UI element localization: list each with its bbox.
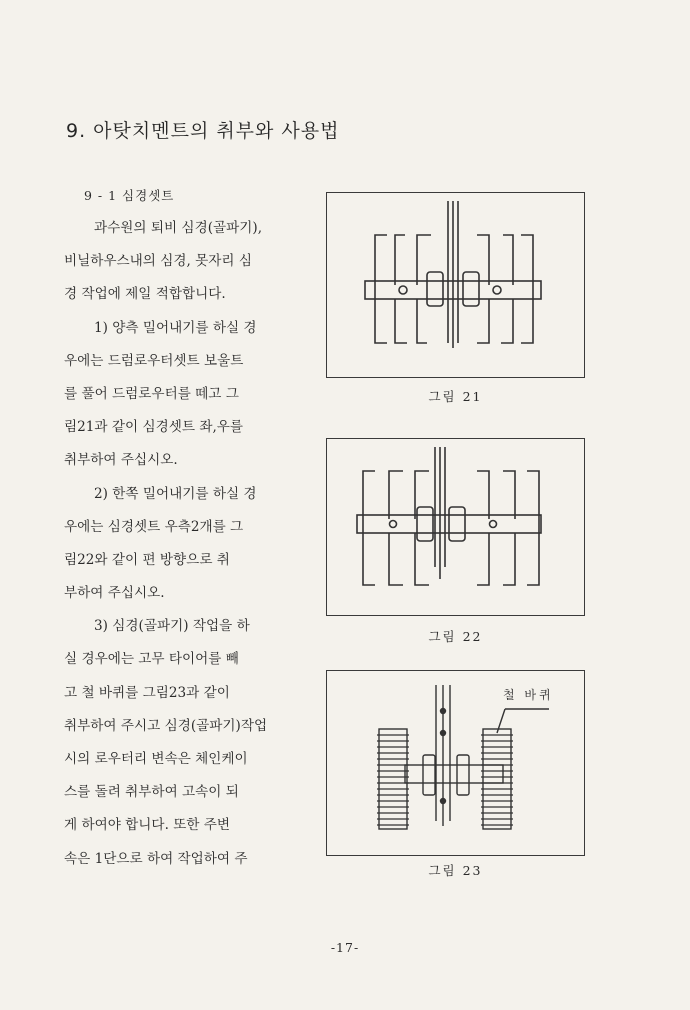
body-line: 경 작업에 제일 적합합니다.: [64, 286, 226, 303]
body-line: 를 풀어 드럼로우터를 떼고 그: [64, 385, 239, 402]
body-line: 림21과 같이 심경셋트 좌,우를: [64, 419, 244, 436]
body-line: 실 경우에는 고무 타이어를 빼: [64, 651, 239, 668]
figure-23-caption: 그림 23: [428, 863, 483, 878]
figure-21-caption: 그림 21: [428, 389, 483, 404]
body-line: 비닐하우스내의 심경, 못자리 심: [64, 253, 252, 270]
body-line: 시의 로우터리 변속은 체인케이: [64, 751, 248, 767]
body-line: 우에는 심경셋트 우측2개를 그: [64, 518, 244, 535]
body-text: [64, 212, 316, 876]
page-number: -17-: [330, 940, 360, 955]
iron-wheel-label: 철 바퀴: [503, 688, 554, 702]
body-line: 취부하여 주십시오.: [64, 452, 178, 469]
body-line: 게 하여야 합니다. 또한 주변: [64, 817, 231, 834]
body-line: 고 철 바퀴를 그림23과 같이: [64, 684, 230, 701]
body-line: 스를 돌려 취부하여 고속이 되: [64, 784, 239, 801]
body-line: 3) 심경(골파기) 작업을 하: [94, 618, 250, 635]
body-line: 2) 한쪽 밀어내기를 하실 경: [94, 485, 257, 502]
body-line: 림22와 같이 편 방향으로 취: [64, 551, 230, 568]
page-title: 9. 아탓치멘트의 취부와 사용법: [66, 120, 340, 142]
body-line: 우에는 드럼로우터셋트 보울트: [64, 352, 244, 369]
section-heading: 9 - 1 심경셋트: [84, 188, 175, 203]
body-line: 1) 양측 밀어내기를 하실 경: [94, 319, 257, 336]
figure-21-drawing: [326, 192, 585, 378]
body-line: 취부하여 주시고 심경(골파기)작업: [64, 717, 268, 734]
figure-22-drawing: [326, 438, 585, 616]
body-line: 과수원의 퇴비 심경(골파기),: [94, 220, 263, 236]
body-line: 부하여 주십시오.: [64, 585, 165, 602]
figure-22-caption: 그림 22: [428, 629, 483, 644]
body-line: 속은 1단으로 하여 작업하여 주: [64, 850, 248, 867]
